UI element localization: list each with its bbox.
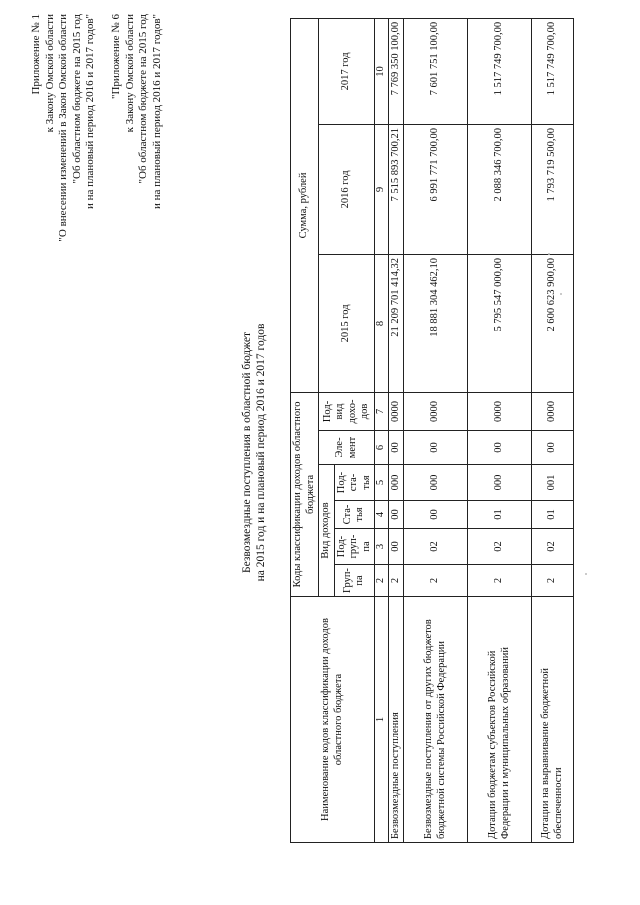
appendix-line: к Закону Омской области [43, 14, 56, 133]
code-group: 2 [532, 565, 574, 597]
title-line-1: Безвозмездные поступления в областной бюджет [241, 332, 253, 573]
code-subgroup: 02 [468, 529, 532, 565]
revenue-table [290, 18, 574, 843]
amount-2015: 18 881 304 462,10 [404, 254, 468, 392]
amount-2016: 2 088 346 700,00 [468, 124, 532, 254]
column-index: 8 [375, 254, 389, 392]
appendix-header [30, 14, 164, 242]
column-index-row [375, 18, 389, 842]
amount-2017: 1 517 749 700,00 [468, 18, 532, 124]
column-index: 7 [375, 392, 389, 430]
column-index: 10 [375, 18, 389, 124]
appendix-line: "Об областном бюджете на 2015 год [70, 14, 83, 184]
appendix-line: "О внесении изменений в Закон Омской области [57, 14, 70, 242]
code-group: 2 [404, 565, 468, 597]
appendix-line: "Приложение № 6 [109, 14, 122, 100]
amount-2017: 7 601 751 100,00 [404, 18, 468, 124]
title-line-2: на 2015 год и на плановый период 2016 и 2017 годов [255, 323, 267, 582]
column-index: 5 [375, 465, 389, 501]
appendix-line: и на плановый период 2016 и 2017 годов" [150, 14, 163, 210]
row-name: Дотации бюджетам субъектов Российской Федерации и муниципальных образований [468, 597, 532, 843]
code-subgroup: 00 [388, 529, 404, 565]
column-index: 9 [375, 124, 389, 254]
code-subarticle: 000 [404, 465, 468, 501]
row-name: Безвозмездные поступления [388, 597, 404, 843]
amount-2015: 5 795 547 000,00 [468, 254, 532, 392]
column-index: 4 [375, 501, 389, 529]
code-element: 00 [468, 431, 532, 465]
table-row [532, 18, 574, 842]
amount-2017: 7 769 350 100,00 [388, 18, 404, 124]
header-vid: Вид доходов [319, 465, 335, 597]
table-row [468, 18, 532, 842]
column-index: 1 [375, 597, 389, 843]
code-element: 00 [404, 431, 468, 465]
appendix-line: "Об областном бюджете на 2015 год [137, 14, 150, 184]
code-subarticle: 000 [468, 465, 532, 501]
code-subgroup: 02 [404, 529, 468, 565]
column-index: 2 [375, 565, 389, 597]
amount-2016: 7 515 893 700,21 [388, 124, 404, 254]
page-title [240, 0, 268, 905]
header-group: Груп-па [334, 565, 375, 597]
code-group: 2 [388, 565, 404, 597]
header-2015: 2015 год [319, 254, 375, 392]
code-subvid: 0000 [404, 392, 468, 430]
appendix-line: и на плановый период 2016 и 2017 годов" [84, 14, 97, 210]
header-subgroup: Под-груп-па [334, 529, 375, 565]
row-name: Безвозмездные поступления от других бюджетов бюджетной системы Российской Федерации [404, 597, 468, 843]
header-name: Наименование кодов классификации доходов областного бюджета [291, 597, 375, 843]
amount-2016: 1 793 719 500,00 [532, 124, 574, 254]
code-subvid: 0000 [532, 392, 574, 430]
code-element: 00 [388, 431, 404, 465]
table-row [404, 18, 468, 842]
code-subgroup: 02 [532, 529, 574, 565]
code-element: 00 [532, 431, 574, 465]
amount-2016: 6 991 771 700,00 [404, 124, 468, 254]
column-index: 3 [375, 529, 389, 565]
header-subvid: Под-вид дохо-дов [319, 392, 375, 430]
header-element: Эле-мент [319, 431, 375, 465]
header-codes: Коды классификации доходов областного бюджета [291, 392, 319, 596]
header-article: Ста-тья [334, 501, 375, 529]
header-2017: 2017 год [319, 18, 375, 124]
code-subarticle: 000 [388, 465, 404, 501]
column-index: 6 [375, 431, 389, 465]
code-article: 01 [532, 501, 574, 529]
code-subvid: 0000 [468, 392, 532, 430]
code-article: 01 [468, 501, 532, 529]
table-row [388, 18, 404, 842]
header-subarticle: Под-ста-тья [334, 465, 375, 501]
code-subvid: 0000 [388, 392, 404, 430]
amount-2017: 1 517 749 700,00 [532, 18, 574, 124]
row-name: Дотации на выравнивание бюджетной обеспеченности [532, 597, 574, 843]
code-article: 00 [404, 501, 468, 529]
code-group: 2 [468, 565, 532, 597]
code-subarticle: 001 [532, 465, 574, 501]
code-article: 00 [388, 501, 404, 529]
header-sum: Сумма, рублей [291, 18, 319, 392]
header-2016: 2016 год [319, 124, 375, 254]
amount-2015: 2 600 623 900,00 [532, 254, 574, 392]
amount-2015: 21 209 701 414,32 [388, 254, 404, 392]
appendix-line: Приложение № 1 [30, 14, 42, 95]
appendix-line: к Закону Омской области [123, 14, 136, 133]
